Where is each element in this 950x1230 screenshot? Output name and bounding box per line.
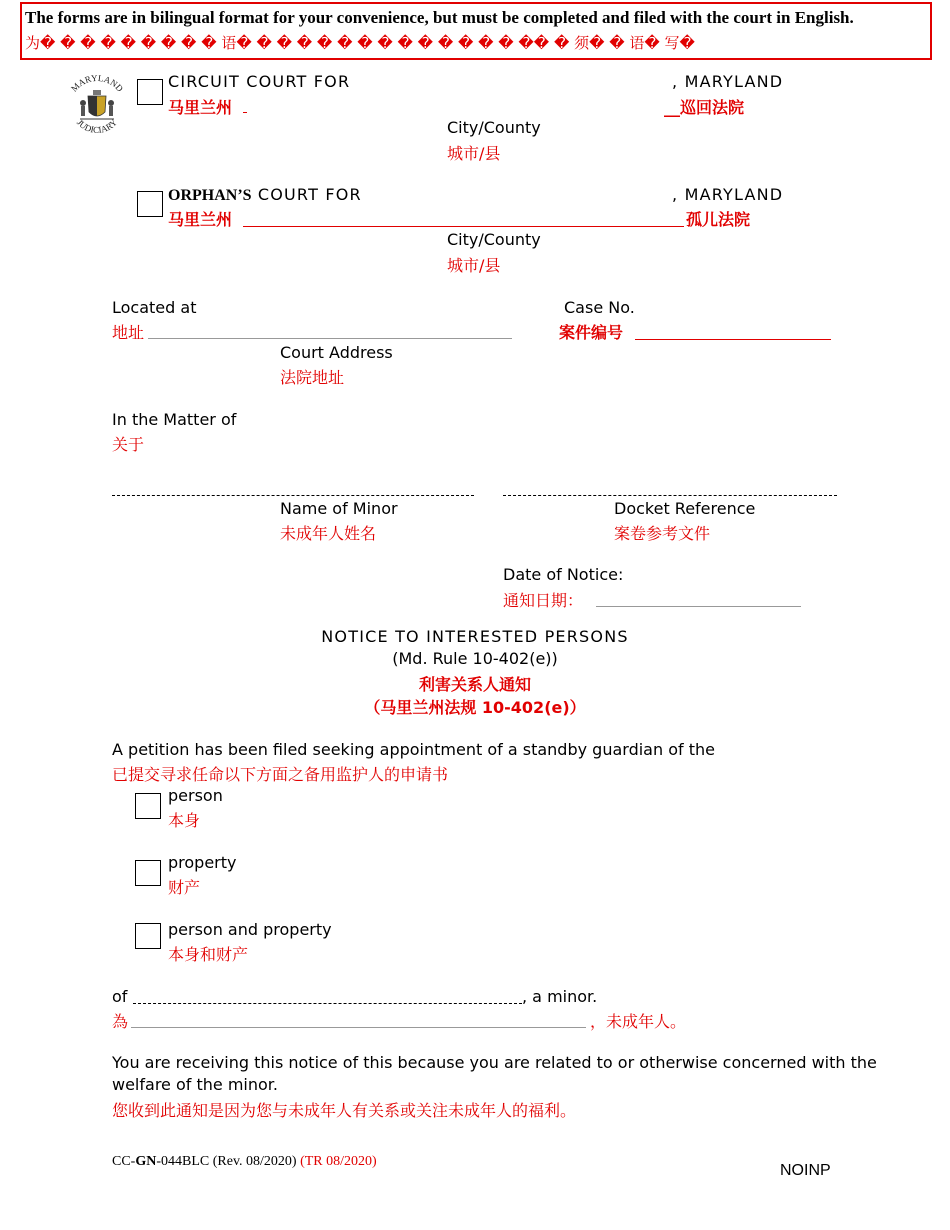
located-at-label: Located at	[112, 298, 197, 317]
court-address-label: Court Address	[280, 343, 393, 362]
docket-reference-label: Docket Reference	[614, 499, 756, 518]
form-code: NOINP	[780, 1162, 831, 1179]
translation-revision: (TR 08/2020)	[300, 1154, 377, 1169]
orphans-court-suffix-zh: 孤儿法院	[686, 210, 751, 229]
name-of-minor-label: Name of Minor	[280, 499, 398, 518]
case-no-label: Case No.	[564, 298, 635, 317]
form-number	[112, 1154, 377, 1170]
in-matter-of-label-zh: 关于	[112, 435, 145, 454]
person-and-property-option-label: person and property	[168, 920, 332, 939]
orphans-city-county-label-zh: 城市/县	[447, 256, 501, 275]
person-and-property-checkbox[interactable]	[135, 923, 161, 949]
orphans-county-line[interactable]	[243, 226, 684, 227]
court-address-input-line[interactable]	[148, 338, 512, 339]
minor-name-input-line[interactable]	[112, 495, 474, 496]
orphans-court-label-bold: ORPHAN’S	[168, 187, 252, 204]
receiving-notice-line-1: You are receiving this notice of this because you are related to or otherwise concerned with the	[112, 1053, 877, 1072]
minor-name-line[interactable]	[133, 1003, 522, 1004]
circuit-court-label: CIRCUIT COURT FOR	[168, 72, 351, 91]
form-number-gn: GN	[135, 1154, 157, 1169]
circuit-maryland-label: , MARYLAND	[672, 72, 784, 91]
name-of-minor-label-zh: 未成年人姓名	[280, 524, 377, 543]
person-checkbox[interactable]	[135, 793, 161, 819]
orphans-maryland-label: , MARYLAND	[672, 185, 784, 204]
orphans-court-checkbox[interactable]	[137, 191, 163, 217]
case-no-input-line[interactable]	[635, 339, 831, 340]
date-of-notice-label: Date of Notice:	[503, 565, 624, 584]
person-option-label-zh: 本身	[168, 811, 201, 830]
notice-rule-zh: （马里兰州法规 10-402(e)）	[364, 698, 586, 717]
circuit-city-county-label-zh: 城市/县	[447, 144, 501, 163]
seal-text-bottom: JUDICIARY	[74, 117, 120, 135]
form-number-rest: -044BLC (Rev. 08/2020)	[156, 1154, 297, 1169]
circuit-court-label-zh: 马里兰州	[168, 98, 233, 117]
in-matter-of-label: In the Matter of	[112, 410, 237, 429]
circuit-court-checkbox[interactable]	[137, 79, 163, 105]
circuit-court-suffix-zh: __巡回法院	[664, 98, 745, 117]
notice-title-zh: 利害关系人通知	[418, 675, 531, 694]
date-of-notice-input-line[interactable]	[596, 606, 801, 607]
property-option-label-zh: 财产	[168, 878, 201, 897]
notice-rule: (Md. Rule 10-402(e))	[392, 649, 558, 668]
orphans-city-county-label: City/County	[447, 230, 541, 249]
court-address-label-zh: 法院地址	[280, 368, 345, 387]
language-notice-banner	[20, 2, 932, 60]
located-at-label-zh: 地址	[112, 323, 145, 342]
orphans-court-label	[168, 185, 362, 205]
property-checkbox[interactable]	[135, 860, 161, 886]
orphans-court-label-zh: 马里兰州	[168, 210, 233, 229]
docket-reference-label-zh: 案卷参考文件	[614, 524, 711, 543]
a-minor-label: , a minor.	[522, 987, 598, 1006]
circuit-city-county-label: City/County	[447, 118, 541, 137]
person-and-property-option-label-zh: 本身和财产	[168, 945, 249, 964]
banner-chinese: 为� � � � � � � � � 语� � � � � � � � � � � � � � �� � 须� � 语� 写�	[25, 34, 695, 52]
date-of-notice-label-zh: 通知日期：	[503, 591, 584, 610]
minor-name-line-zh[interactable]	[131, 1027, 586, 1028]
person-option-label: person	[168, 786, 223, 805]
a-minor-label-zh: ，未成年人。	[590, 1012, 687, 1031]
petition-statement: A petition has been filed seeking appointment of a standby guardian of the	[112, 740, 715, 759]
receiving-notice-zh: 您收到此通知是因为您与未成年人有关系或关注未成年人的福利。	[112, 1101, 577, 1120]
case-no-label-zh: 案件编号	[559, 323, 624, 342]
svg-text:JUDICIARY	[75, 117, 119, 135]
of-label: of	[112, 987, 128, 1006]
docket-reference-input-line[interactable]	[503, 495, 837, 496]
banner-english: The forms are in bilingual format for your convenience, but must be completed and filed with the court in English.	[25, 8, 854, 27]
orphans-court-label-rest: COURT FOR	[251, 185, 362, 204]
maryland-judiciary-seal	[62, 70, 132, 142]
notice-title: NOTICE TO INTERESTED PERSONS	[321, 627, 629, 646]
receiving-notice-line-2: welfare of the minor.	[112, 1075, 278, 1094]
petition-statement-zh: 已提交寻求任命以下方面之备用监护人的申请书	[112, 765, 449, 784]
circuit-county-line[interactable]	[243, 112, 247, 113]
of-label-zh: 為	[112, 1012, 129, 1031]
seal-text-top: MARYLAND	[68, 72, 126, 94]
form-number-prefix: CC-	[112, 1154, 136, 1169]
property-option-label: property	[168, 853, 237, 872]
